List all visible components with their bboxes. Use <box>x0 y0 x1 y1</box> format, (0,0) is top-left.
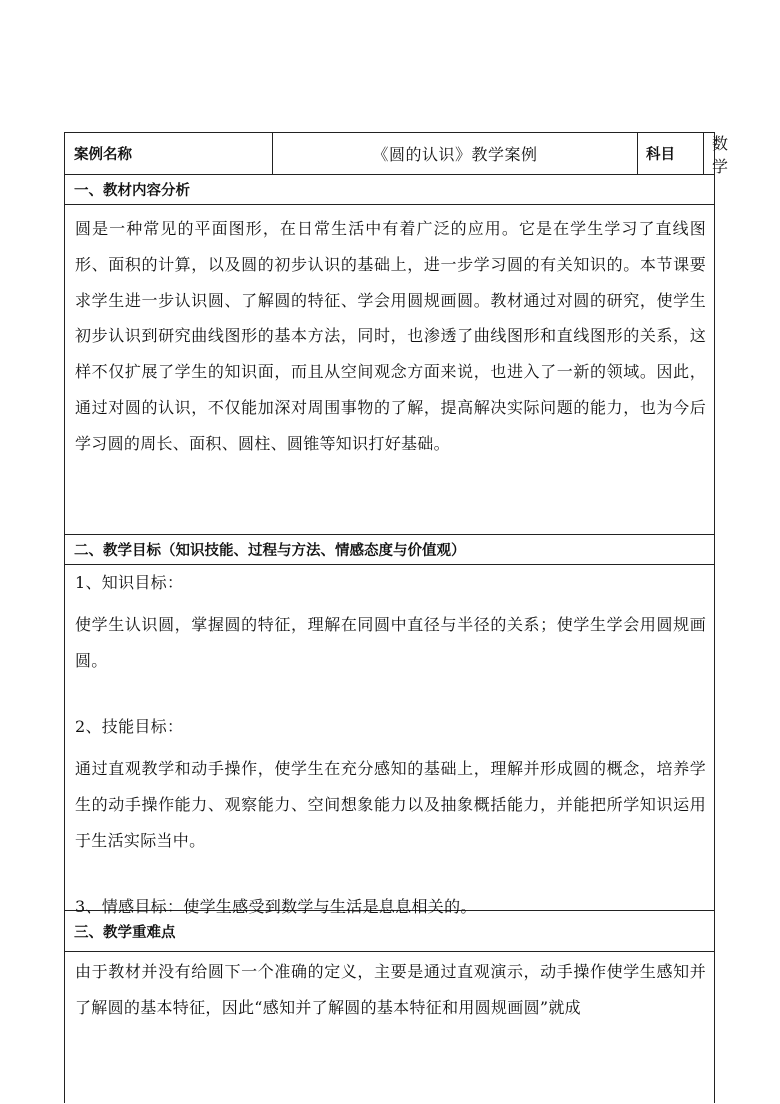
section3-heading-row <box>65 911 714 952</box>
subject-label: 科目 <box>646 147 675 163</box>
section2-heading-row <box>65 535 714 565</box>
section1-heading: 一、教材内容分析 <box>74 183 190 199</box>
header-row <box>65 133 729 176</box>
goal2-title: 2、技能目标： <box>75 717 184 736</box>
lesson-plan-table <box>64 132 729 1103</box>
subject-value-cell <box>704 133 729 176</box>
section3-heading: 三、教学重难点 <box>74 924 176 941</box>
goal3: 3、情感目标：使学生感受到数学与生活是息息相关的。 <box>75 897 477 916</box>
subject-value: 数学 <box>712 133 729 176</box>
section1-body-row <box>65 205 714 535</box>
case-name-value: 《圆的认识》教学案例 <box>372 145 538 164</box>
case-name-value-cell <box>273 133 638 174</box>
goal1-body: 使学生认识圆，掌握圆的特征，理解在同圆中直径与半径的关系；使学生学会用圆规画圆。 <box>75 615 706 670</box>
case-name-label-cell <box>65 133 273 174</box>
case-name-label: 案例名称 <box>74 147 132 163</box>
section3-body: 由于教材并没有给圆下一个准确的定义，主要是通过直观演示，动手操作使学生感知并了解圆的基本特征，因此“感知并了解圆的基本特征和用圆规画圆”就成 <box>75 962 706 1017</box>
goal1-title: 1、知识目标： <box>75 573 184 592</box>
subject-label-cell <box>638 133 704 174</box>
goal2-body: 通过直观教学和动手操作，使学生在充分感知的基础上，理解并形成圆的概念，培养学生的动手操作能力、观察能力、空间想象能力以及抽象概括能力，并能把所学知识运用于生活实际当中。 <box>75 759 706 850</box>
section1-heading-row <box>65 175 714 205</box>
section2-body-row <box>65 565 714 916</box>
section2-heading: 二、教学目标（知识技能、过程与方法、情感态度与价值观） <box>74 543 466 559</box>
section3-body-row <box>65 952 714 1104</box>
section1-body: 圆是一种常见的平面图形，在日常生活中有着广泛的应用。它是在学生学习了直线图形、面积的计算，以及圆的初步认识的基础上，进一步学习圆的有关知识的。本节课要求学生进一步认识圆、了解圆的特征、学会用圆规画圆。教材通过对圆的研究，使学生初步认识到研究曲线图形的基本方法，同时，也渗透了曲线图形和直线图形的关系，这样不仅扩展了学生的知识面，而且从空间观念方面来说，也进入了一新的领域。因此，通过对圆的认识，不仅能加深对周围事物的了解，提高解决实际问题的能力，也为今后学习圆的周长、面积、圆柱、圆锥等知识打好基础。 <box>75 219 706 453</box>
